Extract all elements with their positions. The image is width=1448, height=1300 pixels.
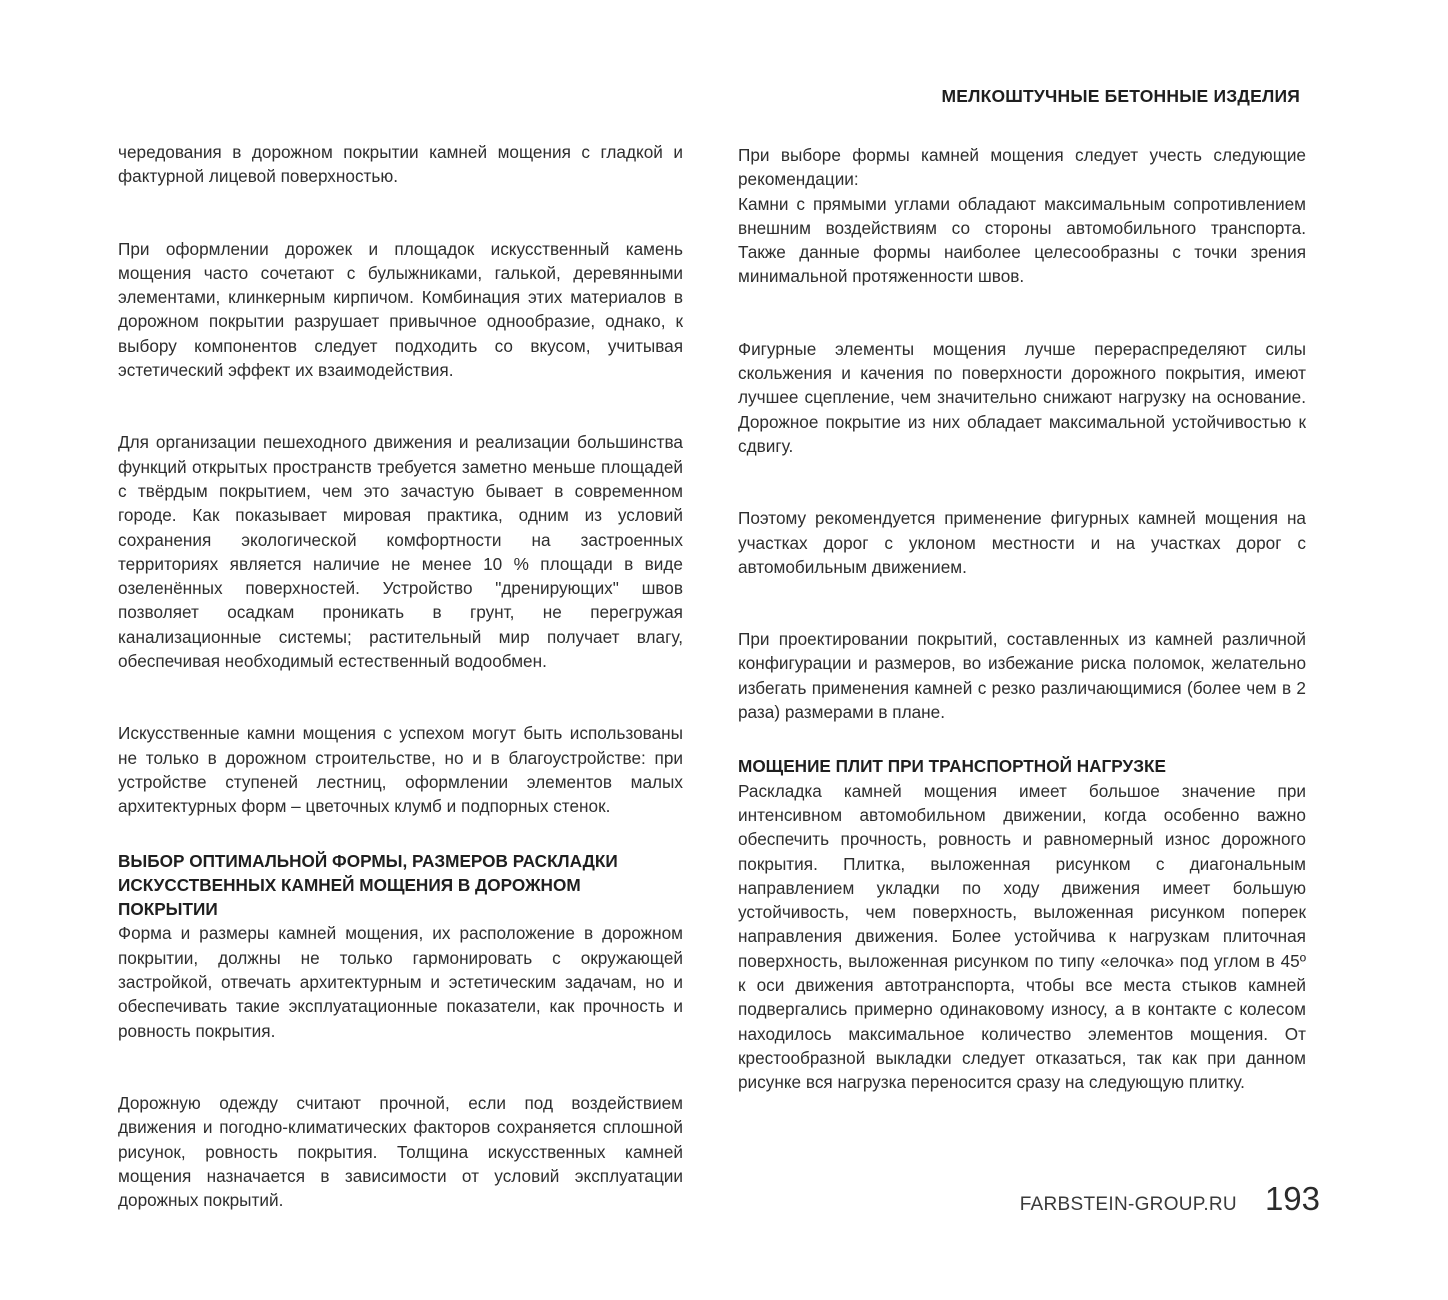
paragraph: чередования в дорожном покрытии камней мощения с гладкой и фактурной лицевой поверхностью. (118, 142, 683, 187)
paragraph: Раскладка камней мощения имеет большое значение при интенсивном автомобильном движении, когда особенно важно обеспечить прочность, ровность и равномерный износ дорожного покрытия. Плитка, выложенная рисунком с диагональным направлением укладки по ходу движения имеет большую устойчивость, чем поверхность, выложенная рисунком поперек направления движения. Более устойчива к нагрузкам плиточная поверхность, выложенная рисунком по типу «елочка» под углом в 45º к оси движения автотранспорта, чтобы все места стыков камней подвергались примерно одинаковому износу, а в контакте с колесом находилось максимальное количество элементов мощения. От крестообразной выкладки следует отказаться, так как при данном рисунке вся нагрузка переносится сразу на следующую плитку. (738, 780, 1306, 1093)
right-column (738, 143, 1306, 1095)
paragraph: Камни с прямыми углами обладают максимальным сопротивлением внешним воздействиям со стороны автомобильного транспорта. Также данные формы наиболее целесообразны с точки зрения минимальной протяженности швов. (738, 193, 1306, 287)
website-link[interactable]: FARBSTEIN-GROUP.RU (1019, 1194, 1237, 1215)
running-header: МЕЛКОШТУЧНЫЕ БЕТОННЫЕ ИЗДЕЛИЯ (941, 86, 1300, 106)
paragraph: Поэтому рекомендуется применение фигурных камней мощения на участках дорог с уклоном местности и на участках дорог с автомобильным движением. (738, 508, 1306, 577)
paragraph: Форма и размеры камней мощения, их расположение в дорожном покрытии, должны не только гармонировать с окружающей застройкой, отвечать архитектурным и эстетическим задачам, но и обеспечивать такие эксплуатационные показатели, как прочность и ровность покрытия. (118, 923, 683, 1041)
paragraph: При проектировании покрытий, составленных из камней различной конфигурации и размеров, во избежание риска поломок, желательно избегать применения камней с резко различающимися (более чем в 2 раза) размерами в плане. (738, 629, 1306, 723)
section-heading: ВЫБОР ОПТИМАЛЬНОЙ ФОРМЫ, РАЗМЕРОВ РАСКЛАДКИ ИСКУССТВЕННЫХ КАМНЕЙ МОЩЕНИЯ В ДОРОЖНОМ ПОКРЫТИИ (118, 850, 618, 920)
section-heading: МОЩЕНИЕ ПЛИТ ПРИ ТРАНСПОРТНОЙ НАГРУЗКЕ (738, 756, 1166, 777)
paragraph: Фигурные элементы мощения лучше перераспределяют силы скольжения и качения по поверхности дорожного покрытия, имеют лучшее сцепление, чем значительно снижают нагрузку на основание. Дорожное покрытие из них обладает максимальной устойчивостью к сдвигу. (738, 338, 1306, 456)
paragraph: При оформлении дорожек и площадок искусственный камень мощения часто сочетают с булыжниками, галькой, деревянными элементами, клинкерным кирпичом. Комбинация этих материалов в дорожном покрытии разрушает привычное однообразие, однако, к выбору компонентов следует подходить со вкусом, учитывая эстетический эффект их взаимодействия. (118, 238, 683, 381)
page-number: 193 (1264, 1180, 1320, 1217)
paragraph: Для организации пешеходного движения и реализации большинства функций открытых пространств требуется заметно меньше площадей с твёрдым покрытием, чем это зачастую бывает в современном городе. Как показывает мировая практика, одним из условий сохранения экологической комфортности на застроенных территориях является наличие не менее 10 % площади в виде озеленённых поверхностей. Устройство "дренирующих" швов позволяет осадкам проникать в грунт, не перегружая канализационные системы; растительный мир получает влагу, обеспечивая необходимый естественный водообмен. (118, 432, 683, 672)
page-footer (1020, 1180, 1320, 1218)
paragraph: Дорожную одежду считают прочной, если под воздействием движения и погодно-климатических факторов сохраняется сплошной рисунок, ровность покрытия. Толщина искусственных камней мощения назначается в зависимости от условий эксплуатации дорожных покрытий. (118, 1092, 683, 1211)
paragraph: При выборе формы камней мощения следует учесть следующие рекомендации: (738, 145, 1306, 190)
paragraph: Искусственные камни мощения с успехом могут быть использованы не только в дорожном строительстве, но и в благоустройстве: при устройстве ступеней лестниц, оформлении элементов малых архитектурных форм – цветочных клумб и подпорных стенок. (118, 723, 683, 817)
left-column (118, 140, 683, 1212)
